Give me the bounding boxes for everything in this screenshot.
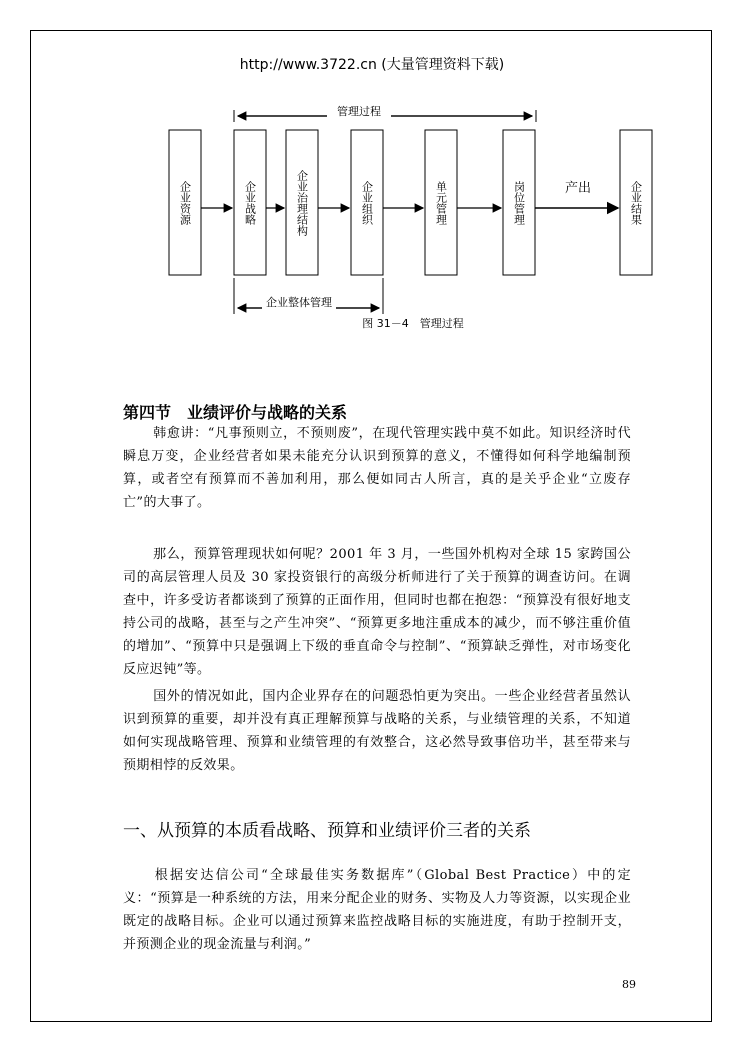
svg-text:企业治理结构: 企业治理结构 xyxy=(295,170,309,236)
diagram-box-5 xyxy=(425,130,457,275)
output-label: 产出 xyxy=(564,181,592,196)
svg-text:单元管理: 单元管理 xyxy=(434,181,448,225)
figure-caption: 图 31－4 管理过程 xyxy=(362,317,464,330)
svg-text:企业结果: 企业结果 xyxy=(629,181,643,225)
paragraph-2: 那么，预算管理现状如何呢？2001 年 3 月，一些国外机构对全球 15 家跨国公司的高层管理人员及 30 家投资银行的高级分析师进行了关于预算的调查访问。在调查中，许多受访者都谈到了预算的正面作用，但同时也都在抱怨：“预算没有很好地支持公司的战略，甚至与之产生冲突”、“预算更多地注重成本的减少，而不够注重价值的增加”、“预算中只是强调上下级的垂直命令与控制”、“预算缺乏弹性，对市场变化反应迟钝”等。 xyxy=(123,547,631,677)
diagram-box-3 xyxy=(286,130,318,275)
section-heading: 第四节 业绩评价与战略的关系 xyxy=(123,403,348,422)
subsection-heading: 一、从预算的本质看战略、预算和业绩评价三者的关系 xyxy=(123,821,531,841)
header-url: http://www.3722.cn (大量管理资料下载) xyxy=(239,57,505,73)
diagram-box-4 xyxy=(351,130,383,275)
diagram-box-6 xyxy=(503,130,535,275)
page-number: 89 xyxy=(622,978,636,991)
svg-text:企业资源: 企业资源 xyxy=(178,181,192,225)
svg-text:企业组织: 企业组织 xyxy=(360,181,374,225)
diagram-box-2 xyxy=(234,130,266,275)
svg-text:企业战略: 企业战略 xyxy=(243,181,257,225)
bottom-span-label: 企业整体管理 xyxy=(266,296,332,309)
diagram-box-1 xyxy=(169,130,201,275)
paragraph-3: 国外的情况如此，国内企业界存在的问题恐怕更为突出。一些企业经营者虽然认识到预算的重要，却并没有真正理解预算与战略的关系，与业绩管理的关系，不知道如何实现战略管理、预算和业绩管理的有效整合，这必然导致事倍功半，甚至带来与预期相悖的反效果。 xyxy=(123,689,631,773)
paragraph-4: 根据安达信公司“全球最佳实务数据库”（Global Best Practice）中的定义：“预算是一种系统的方法，用来分配企业的财务、实物及人力等资源，以实现企业既定的战略目标。企业可以通过预算来监控战略目标的实施进度，有助于控制开支，并预测企业的现金流量与利润。” xyxy=(123,868,631,952)
diagram-box-7 xyxy=(620,130,652,275)
management-process-diagram xyxy=(0,0,744,340)
top-span-label: 管理过程 xyxy=(337,105,381,118)
svg-text:岗位管理: 岗位管理 xyxy=(512,181,526,225)
paragraph-1: 韩愈讲：“凡事预则立，不预则废”，在现代管理实践中莫不如此。知识经济时代瞬息万变，企业经营者如果未能充分认识到预算的意义，不懂得如何科学地编制预算，或者空有预算而不善加利用，那么便如同古人所言，真的是关乎企业“立废存亡”的大事了。 xyxy=(123,426,631,510)
